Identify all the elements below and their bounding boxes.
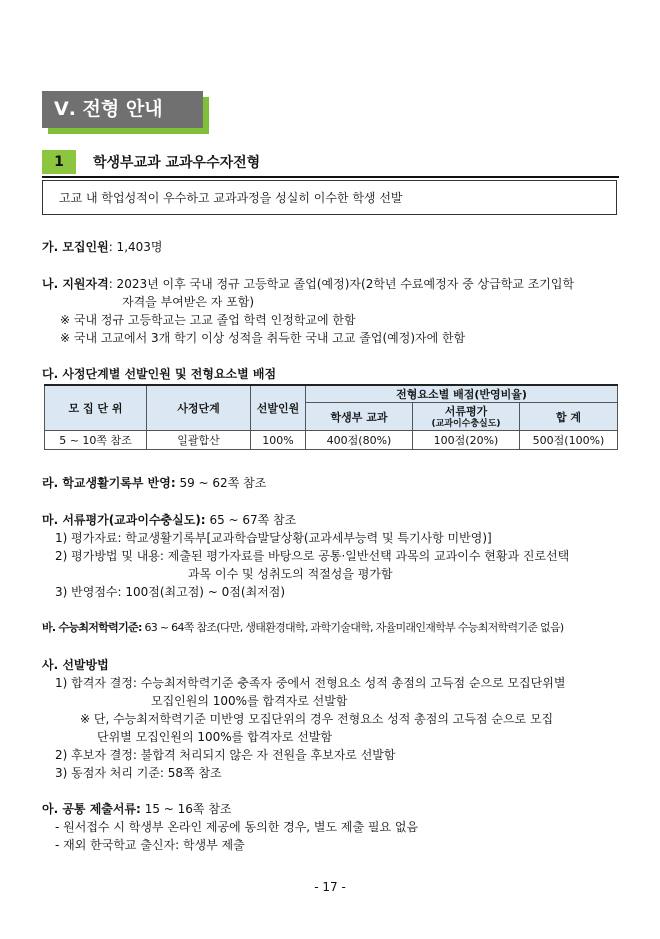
- item-na-note1: ※ 국내 정규 고등학교는 고교 졸업 학력 인정학교에 한함: [60, 313, 356, 327]
- item-ma-2a: 2) 평가방법 및 내용: 제출된 평가자료를 바탕으로 공통·일반선택 과목의 교과이수 현황과 진로선택: [55, 549, 570, 563]
- item-na-text2: 자격을 부여받은 자 포함): [122, 295, 255, 309]
- th-stage: 사정단계: [147, 385, 251, 431]
- cell-unit: 5 ~ 10쪽 참조: [45, 431, 147, 450]
- cell-ratio: 100%: [251, 431, 306, 450]
- item-a: [42, 800, 232, 817]
- item-ba-label: 바. 수능최저학력기준:: [42, 621, 142, 634]
- item-ma-label: 마. 서류평가(교과이수충실도):: [42, 513, 206, 527]
- item-ma-value: 65 ~ 67쪽 참조: [209, 513, 297, 527]
- item-ra: [42, 474, 266, 491]
- section-number: 1: [42, 150, 76, 174]
- item-ga-label: 가. 모집인원: [42, 240, 109, 254]
- item-ra-value: 59 ~ 62쪽 참조: [179, 476, 267, 490]
- selection-table: [44, 384, 618, 450]
- item-ga-value: : 1,403명: [108, 240, 163, 254]
- item-da-label: 다. 사정단계별 선발인원 및 전형요소별 배점: [42, 367, 277, 381]
- item-na-label: 나. 지원자격: [42, 277, 109, 291]
- th-doc: [413, 403, 520, 431]
- section-title: 학생부교과 교과우수자전형: [93, 155, 261, 171]
- item-sa-note-a: ※ 단, 수능최저학력기준 미반영 모집단위의 경우 전형요소 성적 총점의 고득점 순으로 모집: [80, 712, 554, 726]
- item-a-label: 아. 공통 제출서류:: [42, 802, 141, 816]
- cell-total: 500점(100%): [520, 431, 618, 450]
- item-sa-1b: 모집인원의 100%를 합격자로 선발함: [151, 694, 348, 708]
- item-ma-1: 1) 평가자료: 학교생활기록부[교과학습발달상황(교과세부능력 및 특기사항 미반영)]: [55, 531, 492, 545]
- item-ma-3: 3) 반영점수: 100점(최고점) ~ 0점(최저점): [55, 585, 286, 599]
- item-ma: [42, 511, 296, 528]
- item-sa-3: 3) 동점자 처리 기준: 58쪽 참조: [55, 766, 222, 780]
- item-na-note2: ※ 국내 고교에서 3개 학기 이상 성적을 취득한 국내 고교 졸업(예정)자에 한함: [60, 331, 466, 345]
- page-number: - 17 -: [314, 880, 346, 894]
- th-record: 학생부 교과: [306, 403, 413, 431]
- item-sa-note-b: 단위별 모집인원의 100%를 합격자로 선발함: [97, 730, 333, 744]
- item-ba: [42, 619, 564, 635]
- item-a-2: - 재외 한국학교 출신자: 학생부 제출: [55, 838, 245, 852]
- item-sa-2: 2) 후보자 결정: 불합격 처리되지 않은 자 전원을 후보자로 선발함: [55, 748, 396, 762]
- th-doc-sub: (교과이수충실도): [431, 419, 501, 429]
- item-ma-2b: 과목 이수 및 성취도의 적절성을 평가함: [188, 567, 393, 581]
- th-unit: 모 집 단 위: [45, 385, 147, 431]
- th-ratio: 선발인원: [251, 385, 306, 431]
- cell-record: 400점(80%): [306, 431, 413, 450]
- th-total: 합 계: [520, 403, 618, 431]
- intro-box: 고교 내 학업성적이 우수하고 교과과정을 성실히 이수한 학생 선발: [42, 180, 617, 215]
- th-doc-label: 서류평가: [444, 405, 488, 418]
- th-group: 전형요소별 배점(반영비율): [306, 385, 618, 403]
- item-a-value: 15 ~ 16쪽 참조: [144, 802, 232, 816]
- table-row: [45, 431, 618, 450]
- item-ba-value: 63 ~ 64쪽 참조(다만, 생태환경대학, 과학기술대학, 자율미래인재학부 수능최저학력기준 없음): [144, 621, 564, 634]
- chapter-title: Ⅴ. 전형 안내: [42, 91, 203, 128]
- cell-doc: 100점(20%): [413, 431, 520, 450]
- chapter-heading: [42, 91, 203, 128]
- item-sa-1a: 1) 합격자 결정: 수능최저학력기준 충족자 중에서 전형요소 성적 총점의 고득점 순으로 모집단위별: [55, 676, 566, 690]
- item-ra-label: 라. 학교생활기록부 반영:: [42, 476, 176, 490]
- item-a-1: - 원서접수 시 학생부 온라인 제공에 동의한 경우, 별도 제출 필요 없음: [55, 820, 419, 834]
- item-na: [42, 275, 574, 292]
- item-sa-label: 사. 선발방법: [42, 658, 109, 672]
- item-ga: [42, 238, 163, 255]
- cell-stage: 일괄합산: [147, 431, 251, 450]
- item-na-text1: : 2023년 이후 국내 정규 고등학교 졸업(예정)자(2학년 수료예정자 중 상급학교 조기입학: [108, 277, 575, 291]
- section-heading: [42, 148, 619, 178]
